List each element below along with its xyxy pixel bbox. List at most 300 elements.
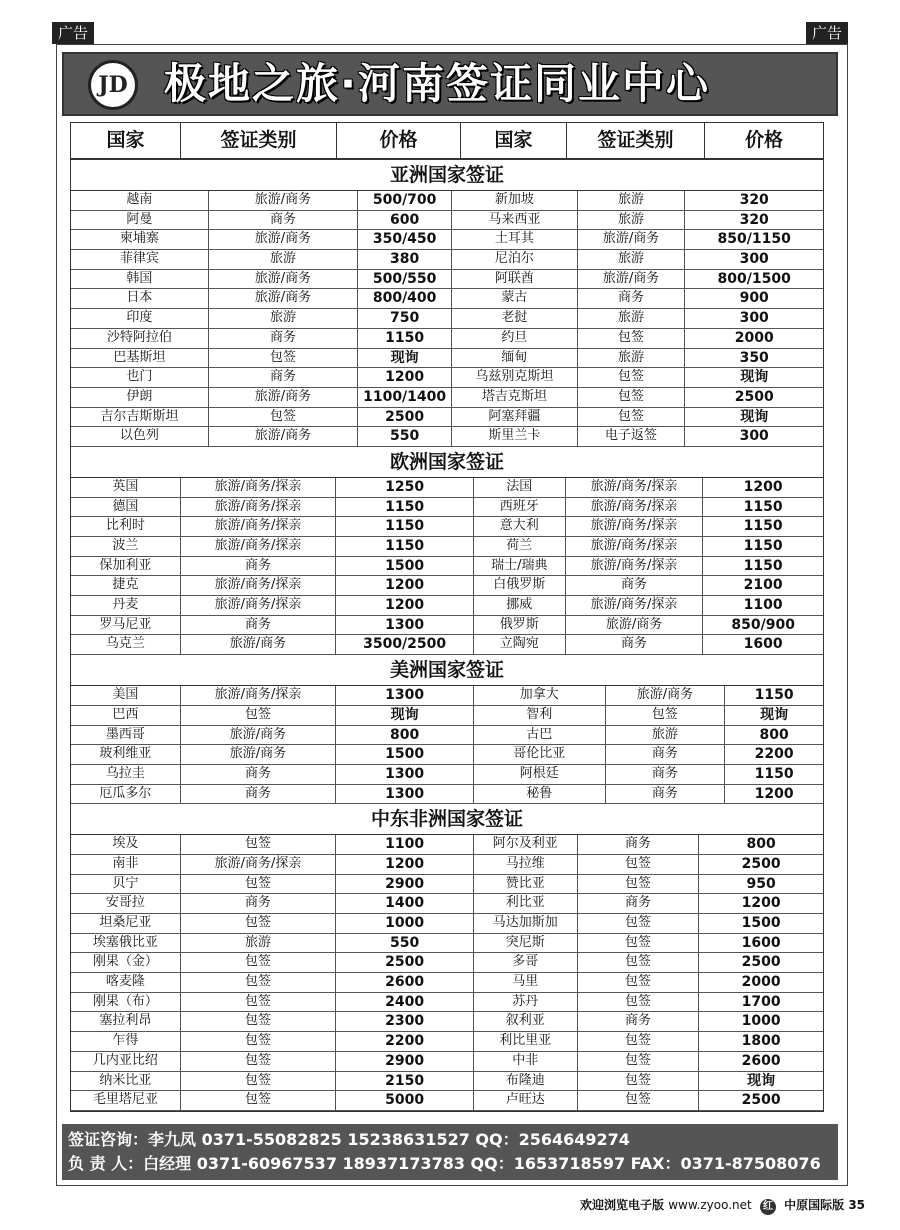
table-row — [71, 211, 823, 231]
table-row — [71, 596, 823, 616]
table-row — [71, 745, 823, 765]
visa-type-cell: 旅游/商务 — [566, 616, 704, 635]
country-cell: 玻利维亚 — [71, 745, 181, 764]
visa-type-cell: 旅游/商务 — [181, 635, 337, 654]
country-cell: 乍得 — [71, 1032, 181, 1051]
table-row — [71, 498, 823, 518]
visa-type-cell: 旅游 — [578, 211, 686, 230]
country-cell: 俄罗斯 — [474, 616, 566, 635]
price-cell: 2500 — [734, 388, 774, 405]
country-cell: 马达加斯加 — [474, 914, 578, 933]
section-title: 中东非洲国家签证 — [71, 804, 823, 835]
visa-type-cell: 包签 — [578, 973, 700, 992]
country-cell: 阿根廷 — [474, 765, 606, 784]
table-row — [71, 1052, 823, 1072]
price-cell: 900 — [739, 290, 769, 307]
visa-type-cell: 旅游/商务/探亲 — [181, 686, 337, 705]
price-cell: 1100/1400 — [358, 388, 452, 407]
price-cell: 1200 — [336, 596, 474, 615]
price-cell: 1200 — [743, 478, 783, 495]
visa-type-cell: 旅游 — [578, 191, 686, 210]
header-price: 价格 — [337, 123, 461, 158]
table-row — [71, 517, 823, 537]
table-row — [71, 993, 823, 1013]
visa-type-cell: 包签 — [181, 914, 337, 933]
price-cell: 现询 — [760, 706, 789, 723]
country-cell: 阿塞拜疆 — [452, 408, 578, 427]
visa-type-cell: 包签 — [181, 993, 337, 1012]
price-cell: 300 — [739, 310, 769, 327]
price-cell: 1100 — [743, 597, 783, 614]
price-cell: 2500 — [741, 1092, 781, 1109]
price-cell: 2600 — [741, 1052, 781, 1069]
price-cell: 1150 — [743, 498, 783, 515]
visa-type-cell: 商务 — [181, 616, 337, 635]
page-number: 35 — [848, 1198, 866, 1212]
visa-type-cell: 包签 — [578, 855, 700, 874]
table-row — [71, 635, 823, 655]
banner — [62, 52, 838, 116]
country-cell: 白俄罗斯 — [474, 576, 566, 595]
country-cell: 多哥 — [474, 953, 578, 972]
visa-type-cell: 包签 — [181, 835, 337, 854]
visa-type-cell: 旅游/商务/探亲 — [181, 498, 337, 517]
table-row — [71, 835, 823, 855]
visa-type-cell: 包签 — [181, 1052, 337, 1071]
visa-type-cell: 旅游/商务 — [209, 388, 359, 407]
table-row — [71, 557, 823, 577]
country-cell: 瑞士/瑞典 — [474, 557, 566, 576]
visa-type-cell: 电子返签 — [578, 427, 686, 446]
price-cell: 1000 — [336, 914, 474, 933]
visa-type-cell: 包签 — [578, 1032, 700, 1051]
country-cell: 喀麦隆 — [71, 973, 181, 992]
country-cell: 荷兰 — [474, 537, 566, 556]
table-row — [71, 686, 823, 706]
country-cell: 秘鲁 — [474, 785, 606, 804]
visa-type-cell: 商务 — [606, 765, 726, 784]
price-cell: 1150 — [743, 518, 783, 535]
visa-type-cell: 商务 — [209, 211, 359, 230]
price-cell: 1600 — [741, 934, 781, 951]
table-row — [71, 537, 823, 557]
price-cell: 2400 — [336, 993, 474, 1012]
table-row — [71, 576, 823, 596]
price-cell: 1150 — [336, 517, 474, 536]
table-row — [71, 309, 823, 329]
price-cell: 500/700 — [358, 191, 452, 210]
price-cell: 1150 — [743, 538, 783, 554]
table-row — [71, 191, 823, 211]
price-cell: 现询 — [336, 706, 474, 725]
price-cell: 2150 — [336, 1072, 474, 1091]
price-cell: 550 — [358, 427, 452, 446]
visa-type-cell: 旅游/商务/探亲 — [181, 576, 337, 595]
country-cell: 捷克 — [71, 576, 181, 595]
table-row — [71, 368, 823, 388]
table-row — [71, 1032, 823, 1052]
price-cell: 1250 — [336, 478, 474, 497]
price-cell: 850/1150 — [717, 231, 791, 248]
price-cell: 320 — [739, 192, 769, 208]
table-row — [71, 616, 823, 636]
price-cell: 1150 — [743, 557, 783, 574]
country-cell: 斯里兰卡 — [452, 427, 578, 446]
country-cell: 美国 — [71, 686, 181, 705]
visa-type-cell: 旅游 — [578, 309, 686, 328]
page-footer — [580, 1196, 865, 1215]
visa-type-cell: 旅游/商务 — [209, 230, 359, 249]
price-cell: 550 — [336, 934, 474, 953]
table-row — [71, 329, 823, 349]
visa-type-cell: 包签 — [181, 1091, 337, 1110]
header-visa-type-2: 签证类别 — [567, 123, 705, 158]
country-cell: 意大利 — [474, 517, 566, 536]
country-cell: 突尼斯 — [474, 934, 578, 953]
table-row — [71, 875, 823, 895]
visa-type-cell: 旅游/商务/探亲 — [181, 478, 337, 497]
table-row — [71, 349, 823, 369]
country-cell: 约旦 — [452, 329, 578, 348]
visa-type-cell: 旅游/商务 — [209, 289, 359, 308]
table-row — [71, 973, 823, 993]
visa-type-cell: 商务 — [181, 894, 337, 913]
country-cell: 巴西 — [71, 706, 181, 725]
visa-type-cell: 旅游 — [209, 250, 359, 269]
visa-type-cell: 商务 — [181, 557, 337, 576]
banner-title: 极地之旅·河南签证同业中心 — [164, 59, 710, 108]
country-cell: 乌拉圭 — [71, 765, 181, 784]
country-cell: 赞比亚 — [474, 875, 578, 894]
visa-type-cell: 商务 — [181, 785, 337, 804]
header-country-2: 国家 — [461, 123, 567, 158]
country-cell: 埃塞俄比亚 — [71, 934, 181, 953]
country-cell: 阿联酋 — [452, 270, 578, 289]
country-cell: 刚果（金） — [71, 953, 181, 972]
price-cell: 2100 — [743, 577, 783, 594]
price-cell: 现询 — [358, 349, 452, 368]
table-row — [71, 1072, 823, 1092]
price-cell: 5000 — [336, 1091, 474, 1110]
table-row — [71, 250, 823, 270]
table-row — [71, 785, 823, 805]
visa-type-cell: 包签 — [578, 993, 700, 1012]
country-cell: 也门 — [71, 368, 209, 387]
country-cell: 马里 — [474, 973, 578, 992]
country-cell: 加拿大 — [474, 686, 606, 705]
country-cell: 韩国 — [71, 270, 209, 289]
visa-type-cell: 包签 — [578, 368, 686, 387]
section-title: 亚洲国家签证 — [71, 160, 823, 191]
price-cell: 3500/2500 — [336, 635, 474, 654]
visa-type-cell: 包签 — [606, 706, 726, 725]
price-cell: 1500 — [741, 915, 781, 931]
country-cell: 马拉维 — [474, 855, 578, 874]
table-row — [71, 726, 823, 746]
visa-type-cell: 商务 — [578, 894, 700, 913]
table-row — [71, 894, 823, 914]
visa-type-cell: 包签 — [181, 953, 337, 972]
table-row — [71, 289, 823, 309]
country-cell: 丹麦 — [71, 596, 181, 615]
country-cell: 布隆迪 — [474, 1072, 578, 1091]
visa-type-cell: 包签 — [578, 1052, 700, 1071]
visa-type-cell: 包签 — [578, 388, 686, 407]
country-cell: 卢旺达 — [474, 1091, 578, 1110]
price-cell: 1300 — [336, 765, 474, 784]
contact-line-1: 签证咨询：李九凤 0371-55082825 15238631527 QQ：2564649274 — [68, 1130, 630, 1149]
visa-type-cell: 商务 — [181, 765, 337, 784]
visa-type-cell: 旅游/商务/探亲 — [181, 596, 337, 615]
price-cell: 300 — [739, 428, 769, 445]
country-cell: 埃及 — [71, 835, 181, 854]
visa-type-cell: 旅游/商务/探亲 — [566, 557, 704, 576]
country-cell: 缅甸 — [452, 349, 578, 368]
country-cell: 日本 — [71, 289, 209, 308]
price-cell: 800 — [759, 726, 789, 743]
price-cell: 2600 — [336, 973, 474, 992]
table-body — [71, 160, 823, 1111]
visa-type-cell: 包签 — [181, 973, 337, 992]
price-cell: 500/550 — [358, 270, 452, 289]
footer-welcome: 欢迎浏览电子版 — [580, 1198, 665, 1212]
country-cell: 古巴 — [474, 726, 606, 745]
country-cell: 塔吉克斯坦 — [452, 388, 578, 407]
price-cell: 1000 — [741, 1013, 781, 1030]
country-cell: 坦桑尼亚 — [71, 914, 181, 933]
country-cell: 利比里亚 — [474, 1032, 578, 1051]
price-cell: 1150 — [336, 537, 474, 556]
price-cell: 950 — [746, 875, 776, 892]
country-cell: 英国 — [71, 478, 181, 497]
table-header — [71, 123, 823, 160]
visa-type-cell: 包签 — [578, 329, 686, 348]
table-row — [71, 934, 823, 954]
country-cell: 乌兹别克斯坦 — [452, 368, 578, 387]
price-cell: 1400 — [336, 894, 474, 913]
price-cell: 1300 — [336, 616, 474, 635]
price-cell: 2500 — [336, 953, 474, 972]
country-cell: 吉尔吉斯斯坦 — [71, 408, 209, 427]
visa-type-cell: 商务 — [209, 329, 359, 348]
country-cell: 罗马尼亚 — [71, 616, 181, 635]
visa-type-cell: 包签 — [578, 408, 686, 427]
visa-type-cell: 旅游/商务 — [181, 745, 337, 764]
price-cell: 800 — [746, 836, 776, 853]
country-cell: 西班牙 — [474, 498, 566, 517]
price-cell: 1200 — [741, 895, 781, 912]
table-row — [71, 408, 823, 428]
price-cell: 1500 — [336, 745, 474, 764]
price-cell: 320 — [739, 211, 769, 228]
visa-type-cell: 旅游/商务 — [209, 270, 359, 289]
visa-type-cell: 旅游/商务 — [209, 191, 359, 210]
country-cell: 老挝 — [452, 309, 578, 328]
header-price-2: 价格 — [744, 129, 783, 151]
price-cell: 2200 — [336, 1032, 474, 1051]
price-cell: 2000 — [741, 974, 781, 991]
price-cell: 1700 — [741, 993, 781, 1010]
visa-type-cell: 商务 — [578, 835, 700, 854]
country-cell: 苏丹 — [474, 993, 578, 1012]
price-cell: 1300 — [336, 785, 474, 804]
visa-type-cell: 旅游 — [606, 726, 726, 745]
country-cell: 柬埔寨 — [71, 230, 209, 249]
visa-type-cell: 商务 — [606, 785, 726, 804]
table-row — [71, 427, 823, 447]
price-cell: 1100 — [336, 835, 474, 854]
price-cell: 350 — [739, 349, 769, 366]
price-cell: 1150 — [754, 687, 794, 704]
table-row — [71, 953, 823, 973]
visa-type-cell: 旅游/商务/探亲 — [566, 596, 704, 615]
country-cell: 法国 — [474, 478, 566, 497]
country-cell: 纳米比亚 — [71, 1072, 181, 1091]
country-cell: 新加坡 — [452, 191, 578, 210]
country-cell: 挪威 — [474, 596, 566, 615]
price-cell: 2500 — [741, 954, 781, 971]
price-cell: 1300 — [336, 686, 474, 705]
country-cell: 比利时 — [71, 517, 181, 536]
visa-type-cell: 旅游/商务/探亲 — [566, 517, 704, 536]
country-cell: 阿曼 — [71, 211, 209, 230]
footer-badge-icon: 红 — [760, 1199, 776, 1215]
price-cell: 1500 — [336, 557, 474, 576]
country-cell: 波兰 — [71, 537, 181, 556]
visa-type-cell: 包签 — [578, 934, 700, 953]
country-cell: 菲律宾 — [71, 250, 209, 269]
visa-type-cell: 包签 — [578, 1091, 700, 1110]
country-cell: 安哥拉 — [71, 894, 181, 913]
country-cell: 哥伦比亚 — [474, 745, 606, 764]
price-cell: 1150 — [754, 765, 794, 782]
price-cell: 现询 — [740, 408, 769, 425]
country-cell: 刚果（布） — [71, 993, 181, 1012]
visa-type-cell: 商务 — [606, 745, 726, 764]
visa-type-cell: 包签 — [181, 1012, 337, 1031]
price-cell: 380 — [358, 250, 452, 269]
country-cell: 以色列 — [71, 427, 209, 446]
price-cell: 800 — [336, 726, 474, 745]
table-row — [71, 478, 823, 498]
country-cell: 伊朗 — [71, 388, 209, 407]
price-cell: 600 — [358, 211, 452, 230]
price-cell: 1150 — [336, 498, 474, 517]
visa-type-cell: 包签 — [209, 408, 359, 427]
country-cell: 蒙古 — [452, 289, 578, 308]
visa-type-cell: 旅游/商务/探亲 — [566, 498, 704, 517]
ad-label-right: 广告 — [806, 22, 848, 44]
visa-type-cell: 旅游 — [181, 934, 337, 953]
table-row — [71, 706, 823, 726]
header-visa-type: 签证类别 — [181, 123, 337, 158]
country-cell: 贝宁 — [71, 875, 181, 894]
price-cell: 1800 — [741, 1033, 781, 1050]
country-cell: 墨西哥 — [71, 726, 181, 745]
price-cell: 2000 — [734, 329, 774, 346]
country-cell: 厄瓜多尔 — [71, 785, 181, 804]
visa-type-cell: 旅游/商务/探亲 — [181, 537, 337, 556]
country-cell: 智利 — [474, 706, 606, 725]
section-title: 美洲国家签证 — [71, 655, 823, 686]
price-cell: 2300 — [336, 1012, 474, 1031]
visa-type-cell: 包签 — [209, 349, 359, 368]
visa-type-cell: 旅游/商务/探亲 — [181, 855, 337, 874]
visa-type-cell: 旅游 — [578, 349, 686, 368]
contact-bar — [62, 1124, 838, 1180]
country-cell: 南非 — [71, 855, 181, 874]
price-cell: 300 — [739, 251, 769, 268]
visa-type-cell: 包签 — [181, 706, 337, 725]
header-country: 国家 — [71, 123, 181, 158]
country-cell: 中非 — [474, 1052, 578, 1071]
visa-type-cell: 包签 — [578, 1072, 700, 1091]
price-cell: 现询 — [747, 1072, 776, 1089]
country-cell: 尼泊尔 — [452, 250, 578, 269]
country-cell: 保加利亚 — [71, 557, 181, 576]
price-cell: 800/400 — [358, 289, 452, 308]
visa-type-cell: 包签 — [181, 875, 337, 894]
price-cell: 1200 — [336, 855, 474, 874]
table-row — [71, 765, 823, 785]
country-cell: 沙特阿拉伯 — [71, 329, 209, 348]
visa-type-cell: 包签 — [181, 1032, 337, 1051]
country-cell: 越南 — [71, 191, 209, 210]
visa-type-cell: 旅游/商务/探亲 — [181, 517, 337, 536]
country-cell: 马来西亚 — [452, 211, 578, 230]
country-cell: 德国 — [71, 498, 181, 517]
country-cell: 立陶宛 — [474, 635, 566, 654]
company-logo: JD — [88, 60, 138, 110]
country-cell: 土耳其 — [452, 230, 578, 249]
table-row — [71, 270, 823, 290]
contact-line-2: 负 责 人：白经理 0371-60967537 18937173783 QQ：1653718597 FAX：0371-87508076 — [68, 1154, 821, 1173]
price-cell: 2500 — [358, 408, 452, 427]
visa-type-cell: 旅游/商务 — [578, 230, 686, 249]
ad-label-left: 广告 — [52, 22, 94, 44]
country-cell: 几内亚比绍 — [71, 1052, 181, 1071]
section-title: 欧洲国家签证 — [71, 447, 823, 478]
price-cell: 2900 — [336, 875, 474, 894]
price-cell: 750 — [358, 309, 452, 328]
table-row — [71, 855, 823, 875]
visa-type-cell: 商务 — [578, 1012, 700, 1031]
visa-type-cell: 包签 — [578, 875, 700, 894]
visa-type-cell: 旅游/商务/探亲 — [566, 478, 704, 497]
visa-type-cell: 旅游/商务/探亲 — [566, 537, 704, 556]
price-cell: 850/900 — [731, 616, 795, 633]
visa-type-cell: 商务 — [578, 289, 686, 308]
country-cell: 毛里塔尼亚 — [71, 1091, 181, 1110]
country-cell: 利比亚 — [474, 894, 578, 913]
visa-type-cell: 旅游/商务 — [578, 270, 686, 289]
footer-url[interactable]: www.zyoo.net — [668, 1198, 752, 1212]
footer-edition: 中原国际版 — [784, 1198, 845, 1212]
price-cell: 现询 — [740, 369, 769, 386]
table-row — [71, 914, 823, 934]
visa-type-cell: 包签 — [578, 953, 700, 972]
price-cell: 1600 — [743, 636, 783, 653]
table-row — [71, 1012, 823, 1032]
country-cell: 印度 — [71, 309, 209, 328]
price-cell: 2900 — [336, 1052, 474, 1071]
visa-type-cell: 旅游/商务 — [606, 686, 726, 705]
country-cell: 塞拉利昂 — [71, 1012, 181, 1031]
price-cell: 1200 — [336, 576, 474, 595]
table-row — [71, 1091, 823, 1111]
price-cell: 1200 — [754, 785, 794, 802]
country-cell: 乌克兰 — [71, 635, 181, 654]
